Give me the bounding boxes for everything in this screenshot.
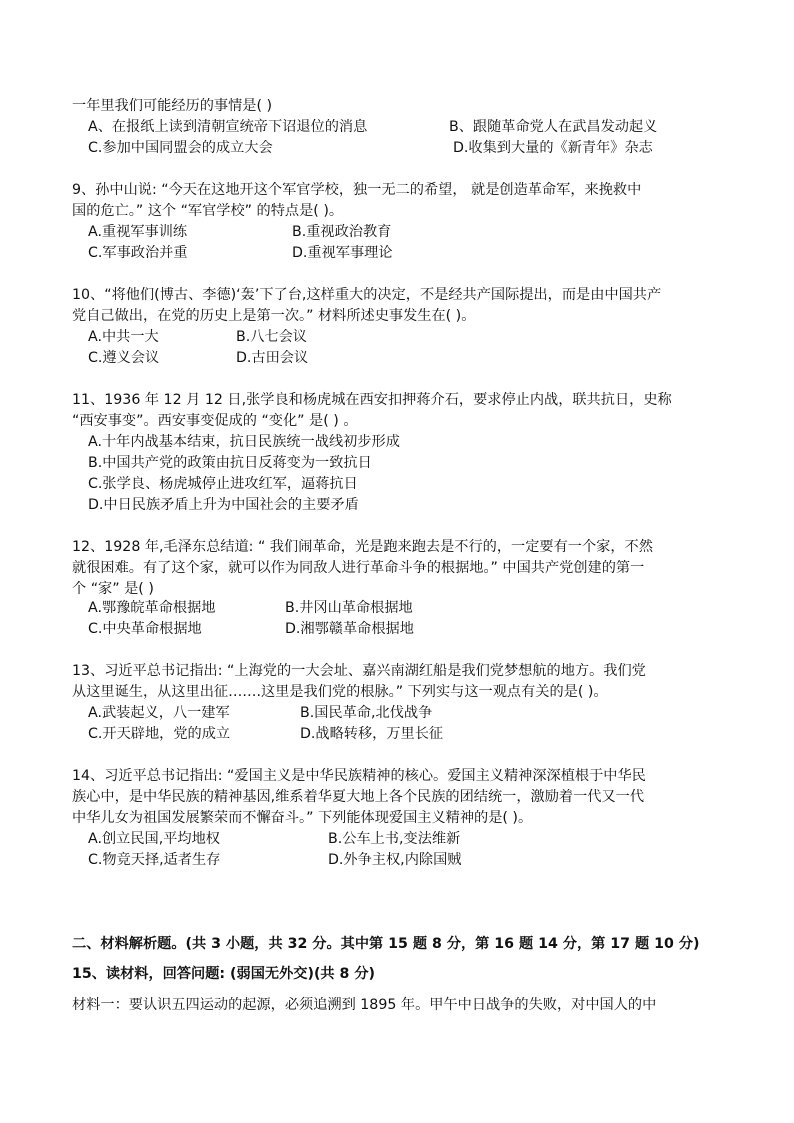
q8-stem-line1: 一年里我们可能经历的事情是( ) [72, 98, 273, 114]
q13-stem-line2: 从这里诞生，从这里出征…….这里是我们党的根脉。” 下列实与这一观点有关的是( )。 [72, 684, 608, 700]
section2-heading: 二、材料解析题。(共 3 小题，共 32 分。其中第 15 题 8 分，第 16 题 14 分，第 17 题 10 分) [72, 936, 700, 952]
q9-option-a: A.重视军事训练 [88, 224, 188, 240]
q10-option-a: A.中共一大 [88, 329, 159, 345]
q15-material1: 材料一：要认识五四运动的起源，必须追溯到 1895 年。甲午中日战争的失败，对中国人的中 [72, 997, 657, 1013]
q14-stem-line2: 族心中，是中华民族的精神基因,维系着华夏大地上各个民族的团结统一，激励着一代又一代 [72, 789, 645, 805]
q11-option-b: B.中国共产党的政策由抗日反蒋变为一致抗日 [88, 455, 372, 471]
q13-option-d: D.战略转移，万里长征 [300, 726, 444, 742]
q8-option-c: C.参加中国同盟会的成立大会 [88, 140, 273, 156]
q14-stem-line1: 14、习近平总书记指出: “爱国主义是中华民族精神的核心。爱国主义精神深深植根于中华民 [72, 768, 646, 784]
q14-option-c: C.物竞天择,适者生存 [88, 852, 221, 868]
q10-stem-line1: 10、“将他们(博古、李德)‘轰’下了台,这样重大的决定，不是经共产国际提出，而是由中国共产 [72, 287, 662, 303]
q11-option-c: C.张学良、杨虎城停止进攻红军，逼蒋抗日 [88, 476, 358, 492]
q14-option-a: A.创立民国,平均地权 [88, 831, 220, 847]
q14-option-b: B.公车上书,变法维新 [328, 831, 461, 847]
q13-option-a: A.武装起义，八一建军 [88, 705, 230, 721]
q13-option-b: B.国民革命,北伐战争 [300, 705, 433, 721]
q12-option-d: D.湘鄂赣革命根据地 [285, 621, 414, 637]
q8-option-d: D.收集到大量的《新青年》杂志 [453, 140, 653, 156]
q8-option-b: B、跟随革命党人在武昌发动起义 [449, 119, 658, 135]
q12-stem-line1: 12、1928 年,毛泽东总结道: “ 我们闹革命，光是跑来跑去是不行的，一定要有一个家，不然 [72, 539, 653, 555]
q12-option-b: B.井冈山革命根据地 [285, 600, 413, 616]
q11-stem-line1: 11、1936 年 12 月 12 日,张学良和杨虎城在西安扣押蒋介石，要求停止内战，联共抗日，史称 [72, 392, 672, 408]
q13-option-c: C.开天辟地，党的成立 [88, 726, 231, 742]
q8-option-a: A、在报纸上读到清朝宣统帝下诏退位的消息 [88, 119, 368, 135]
q10-option-c: C.遵义会议 [88, 350, 160, 366]
q12-stem-line3: 个 “家” 是( ) [72, 581, 154, 597]
q9-stem-line2: 国的危亡。” 这个 “军官学校” 的特点是( )。 [72, 203, 344, 219]
q9-stem-line1: 9、孙中山说: “今天在这地开这个军官学校，独一无二的希望， 就是创造革命军，来挽救中 [72, 182, 642, 198]
q15-title: 15、读材料，回答问题: (弱国无外交)(共 8 分) [72, 966, 376, 982]
q14-stem-line3: 中华儿女为祖国发展繁荣而不懈奋斗。” 下列能体现爱国主义精神的是( )。 [72, 810, 533, 826]
q9-option-b: B.重视政治教育 [292, 224, 392, 240]
q10-option-d: D.古田会议 [236, 350, 309, 366]
q12-option-a: A.鄂豫皖革命根据地 [88, 600, 216, 616]
q9-option-c: C.军事政治并重 [88, 245, 188, 261]
q12-stem-line2: 就很困难。有了这个家，就可以作为同敌人进行革命斗争的根据地。” 中国共产党创建的第一 [72, 560, 645, 576]
q10-option-b: B.八七会议 [236, 329, 307, 345]
q11-stem-line2: “西安事变”。西安事变促成的 “变化” 是( ) 。 [72, 413, 358, 429]
q13-stem-line1: 13、习近平总书记指出: “上海党的一大会址、嘉兴南湖红船是我们党梦想航的地方。我们党 [72, 663, 646, 679]
q12-option-c: C.中央革命根据地 [88, 621, 202, 637]
q9-option-d: D.重视军事理论 [292, 245, 393, 261]
q10-stem-line2: 党自己做出，在党的历史上是第一次。” 材料所述史事发生在( )。 [72, 308, 476, 324]
q11-option-d: D.中日民族矛盾上升为中国社会的主要矛盾 [88, 497, 359, 513]
q11-option-a: A.十年内战基本结束，抗日民族统一战线初步形成 [88, 434, 400, 450]
q14-option-d: D.外争主权,内除国贼 [328, 852, 462, 868]
